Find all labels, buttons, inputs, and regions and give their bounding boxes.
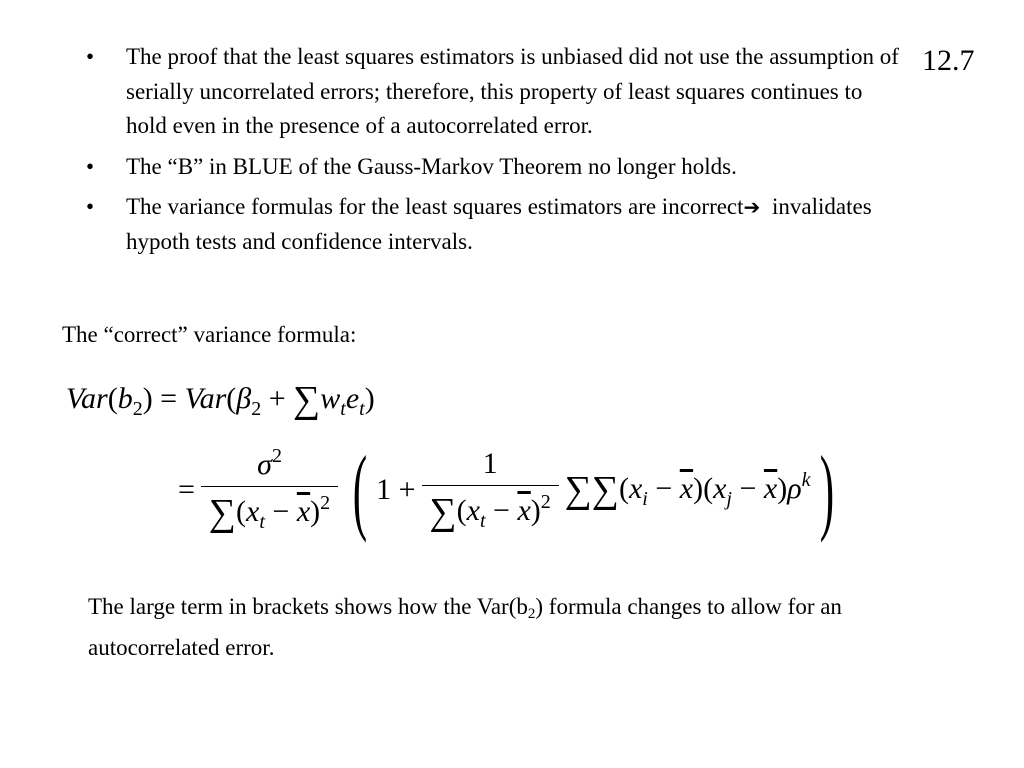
variance-equation-line-2: = $\frac{\sigma^2}{\sum(x_t - \overline{x})^2}$ ( 1 + $\frac{1}{\sum(x_t - \overline{x})^2}$ $\sum\sum(x_i - \overline{x})(x_j - \overline{x})\rho^k$ ) <box>178 436 834 543</box>
left-big-paren: ( <box>352 436 368 543</box>
right-big-paren: ) <box>819 436 834 543</box>
bullet-item <box>86 40 906 144</box>
variance-equation-line-1: $Var(b_2) = Var(\beta_2 + \sum w_te_t)$ <box>66 379 375 421</box>
bullet-list <box>86 40 906 265</box>
bullet-text: The variance formulas for the least squares estimators are incorrect <box>126 194 744 219</box>
formula-intro: The “correct” variance formula: <box>62 322 357 347</box>
explanation-note: The large term in brackets shows how the $Var(b_2)$ formula changes to allow for an autocorrelated error. <box>88 594 842 660</box>
bullet-marker: • <box>86 153 95 179</box>
bullet-text: invalidates hypoth tests and confidence intervals. <box>126 194 872 254</box>
bullet-text: The proof that the least squares estimators is unbiased did not use the assumption of serially uncorrelated errors; therefore, this property of least squares continues to hold even in the presence of a autocorrelated error. <box>126 44 899 138</box>
inverse-sum-fraction: $\frac{1}{\sum(x_t - \overline{x})^2}$ <box>422 447 559 534</box>
sigma-fraction: $\frac{\sigma^2}{\sum(x_t - \overline{x})^2}$ <box>201 445 338 535</box>
bullet-marker: • <box>86 194 95 219</box>
bullet-item <box>86 190 906 259</box>
bullet-text: The “B” in BLUE of the Gauss-Markov Theorem no longer holds. <box>126 153 737 179</box>
bullet-marker: • <box>86 44 95 69</box>
bullet-item <box>86 150 906 185</box>
right-arrow-icon: ➔ <box>743 195 761 219</box>
slide-number: 12.7 <box>922 44 975 77</box>
